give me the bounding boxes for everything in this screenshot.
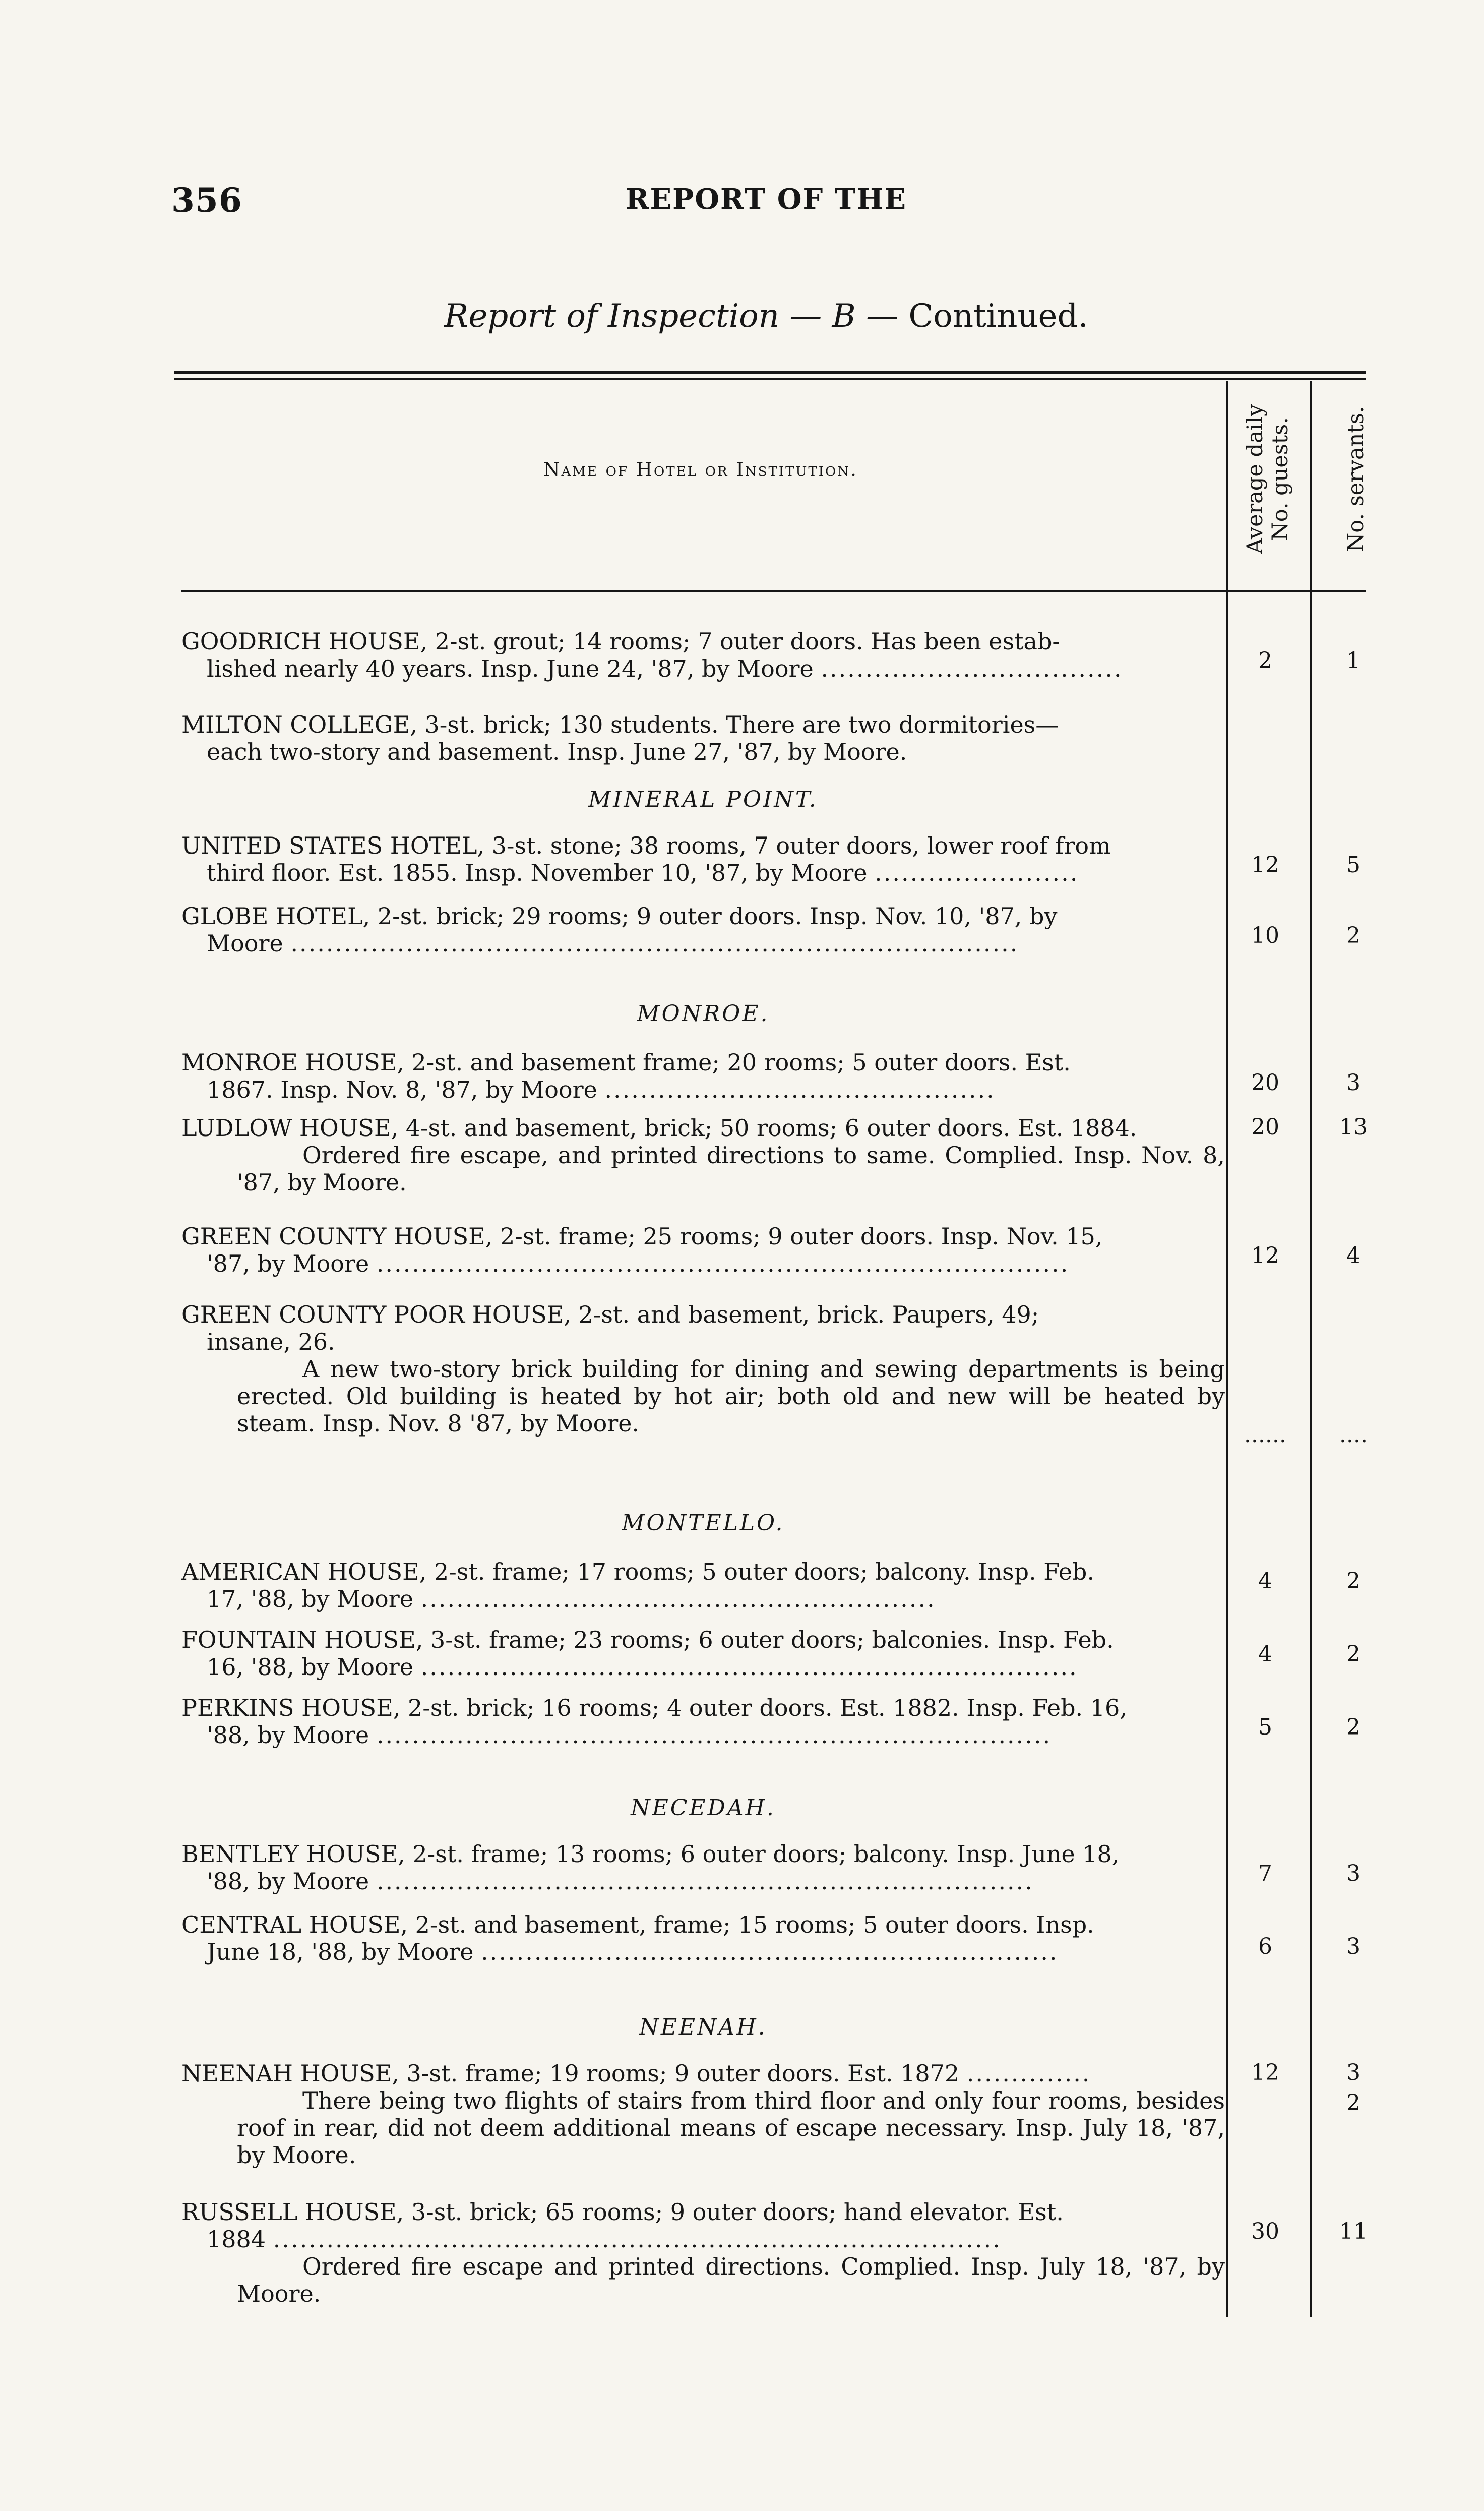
- section-heading-monroe: MONROE.: [637, 1001, 770, 1027]
- servants-value: ....: [1339, 1422, 1368, 1448]
- entry-united-states-hotel: [181, 832, 1225, 886]
- entry-line: RUSSELL HOUSE, 3-st. brick; 65 rooms; 9 outer doors; hand elevator. Est.: [181, 2198, 1064, 2226]
- servants-column-header: No. servants.: [1343, 406, 1369, 552]
- entry-line: '87, by Moore ..............................................................................: [207, 1250, 1070, 1277]
- entry-line: 16, '88, by Moore ..........................................................................: [207, 1653, 1078, 1681]
- entry-green-county-house: [181, 1223, 1225, 1277]
- guests-value: ......: [1244, 1422, 1286, 1448]
- entry-line: each two-story and basement. Insp. June 27, '87, by Moore.: [207, 738, 907, 765]
- entry-line: UNITED STATES HOTEL, 3-st. stone; 38 rooms, 7 outer doors, lower roof from: [181, 832, 1111, 859]
- guests-column-left-rule: [1226, 381, 1228, 2317]
- servants-value: 5: [1346, 852, 1361, 878]
- entry-note: A new two-story brick building for dining and sewing departments is being erected. Old building is heated by hot air; both old and new will be heated by steam. Insp. Nov. 8 '87, by Moore.: [237, 1355, 1225, 1437]
- header-bottom-rule: [181, 590, 1366, 592]
- guests-column-right-rule: [1310, 381, 1312, 2317]
- servants-value: 3: [1346, 1861, 1361, 1886]
- entry-american-house: [181, 1558, 1225, 1612]
- guests-value: 4: [1258, 1641, 1272, 1667]
- guests-column-header: [1243, 393, 1293, 565]
- entry-note: There being two flights of stairs from third floor and only four rooms, besides roof in rear, did not deem additional means of escape necessary. Insp. July 18, '87, by Moore.: [237, 2087, 1225, 2169]
- entry-note: Ordered fire escape and printed directions. Complied. Insp. July 18, '87, by Moore.: [237, 2253, 1225, 2307]
- servants-value: 2: [1346, 1568, 1361, 1594]
- servants-value: 3: [1346, 2060, 1361, 2085]
- guests-header-line-1: Average daily: [1243, 404, 1268, 554]
- entry-line: FOUNTAIN HOUSE, 3-st. frame; 23 rooms; 6 outer doors; balconies. Insp. Feb.: [181, 1626, 1114, 1653]
- entry-monroe-house: [181, 1049, 1225, 1103]
- guests-value: 12: [1251, 2060, 1279, 2085]
- entry-line: GREEN COUNTY HOUSE, 2-st. frame; 25 rooms; 9 outer doors. Insp. Nov. 15,: [181, 1223, 1103, 1250]
- guests-value: 20: [1251, 1070, 1279, 1096]
- entry-fountain-house: [181, 1626, 1225, 1681]
- guests-value: 12: [1251, 1243, 1279, 1269]
- entry-central-house: [181, 1911, 1225, 1965]
- subtitle-italic: Report of Inspection — B —: [444, 297, 898, 335]
- subtitle-plain: Continued.: [908, 297, 1088, 335]
- entry-line: 1867. Insp. Nov. 8, '87, by Moore ............................................: [207, 1076, 996, 1103]
- servants-value: 4: [1346, 1243, 1361, 1269]
- entry-goodrich-house: [181, 628, 1225, 682]
- entry-line: '88, by Moore ............................................................................: [207, 1721, 1052, 1749]
- servants-value: 2: [1346, 1641, 1361, 1667]
- section-heading-neenah: NEENAH.: [639, 2014, 767, 2040]
- entry-perkins-house: [181, 1694, 1225, 1749]
- entry-line: Moore ..................................................................................: [207, 930, 1019, 957]
- entry-line: BENTLEY HOUSE, 2-st. frame; 13 rooms; 6 outer doors; balcony. Insp. June 18,: [181, 1840, 1120, 1868]
- entry-milton-college: [181, 711, 1225, 765]
- entry-line: third floor. Est. 1855. Insp. November 10, '87, by Moore .......................: [207, 859, 1079, 886]
- guests-value: 6: [1258, 1934, 1272, 1959]
- entry-line: GOODRICH HOUSE, 2-st. grout; 14 rooms; 7 outer doors. Has been estab-: [181, 628, 1060, 655]
- servants-value: 11: [1339, 2219, 1368, 2244]
- servants-value: 1: [1346, 648, 1361, 674]
- guests-value: 10: [1251, 923, 1279, 948]
- page-subtitle: [0, 297, 1484, 335]
- running-head: REPORT OF THE: [625, 183, 907, 216]
- servants-value: 13: [1339, 1114, 1368, 1140]
- guests-value: 4: [1258, 1568, 1272, 1594]
- top-rule-thin: [174, 378, 1366, 380]
- entry-line: insane, 26.: [207, 1328, 335, 1355]
- entry-line: '88, by Moore ..........................................................................: [207, 1868, 1034, 1895]
- guests-value: 30: [1251, 2219, 1279, 2244]
- entry-ludlow-house: [181, 1114, 1225, 1196]
- entry-line: 17, '88, by Moore ..........................................................: [207, 1585, 936, 1612]
- entry-line: AMERICAN HOUSE, 2-st. frame; 17 rooms; 5 outer doors; balcony. Insp. Feb.: [181, 1558, 1095, 1585]
- guests-value: 20: [1251, 1114, 1279, 1140]
- servants-value: 2: [1346, 923, 1361, 948]
- section-heading-mineral-point: MINERAL POINT.: [588, 787, 818, 812]
- servants-value: 3: [1346, 1934, 1361, 1959]
- entry-globe-hotel: [181, 903, 1225, 957]
- guests-value: 12: [1251, 852, 1279, 878]
- guests-value: 5: [1258, 1714, 1272, 1740]
- entry-line: 1884 ..................................................................................: [207, 2226, 1002, 2253]
- entry-line: CENTRAL HOUSE, 2-st. and basement, frame; 15 rooms; 5 outer doors. Insp.: [181, 1911, 1094, 1938]
- entry-green-county-poor-house: [181, 1301, 1225, 1437]
- guests-header-line-2: No. guests.: [1268, 417, 1293, 541]
- entry-bentley-house: [181, 1840, 1225, 1895]
- servants-value: 2: [1346, 1714, 1361, 1740]
- page-number: 356: [171, 181, 242, 220]
- entry-line: GLOBE HOTEL, 2-st. brick; 29 rooms; 9 outer doors. Insp. Nov. 10, '87, by: [181, 903, 1058, 930]
- entry-line: GREEN COUNTY POOR HOUSE, 2-st. and basement, brick. Paupers, 49;: [181, 1301, 1039, 1328]
- servants-value: 3: [1346, 1070, 1361, 1096]
- top-rule-thick: [174, 371, 1366, 374]
- entry-line: MONROE HOUSE, 2-st. and basement frame; 20 rooms; 5 outer doors. Est.: [181, 1049, 1071, 1076]
- entry-line: June 18, '88, by Moore .................................................................: [207, 1938, 1059, 1965]
- guests-value: 7: [1258, 1861, 1272, 1886]
- servants-value: 2: [1346, 2090, 1361, 2116]
- entry-neenah-house: [181, 2060, 1225, 2169]
- section-heading-necedah: NECEDAH.: [631, 1795, 776, 1821]
- entry-line: lished nearly 40 years. Insp. June 24, '87, by Moore ..................................: [207, 655, 1123, 682]
- entry-russell-house: [181, 2198, 1225, 2307]
- entry-line: PERKINS HOUSE, 2-st. brick; 16 rooms; 4 outer doors. Est. 1882. Insp. Feb. 16,: [181, 1694, 1127, 1721]
- section-heading-montello: MONTELLO.: [622, 1510, 785, 1536]
- entry-line: LUDLOW HOUSE, 4-st. and basement, brick; 50 rooms; 6 outer doors. Est. 1884.: [181, 1114, 1137, 1142]
- name-column-header: Name of Hotel or Institution.: [543, 459, 858, 481]
- entry-line: NEENAH HOUSE, 3-st. frame; 19 rooms; 9 outer doors. Est. 1872 ..............: [181, 2060, 1091, 2087]
- entry-line: MILTON COLLEGE, 3-st. brick; 130 students. There are two dormitories—: [181, 711, 1059, 738]
- entry-note: Ordered fire escape, and printed directions to same. Complied. Insp. Nov. 8, '87, by Moore.: [237, 1142, 1225, 1196]
- guests-value: 2: [1258, 648, 1272, 674]
